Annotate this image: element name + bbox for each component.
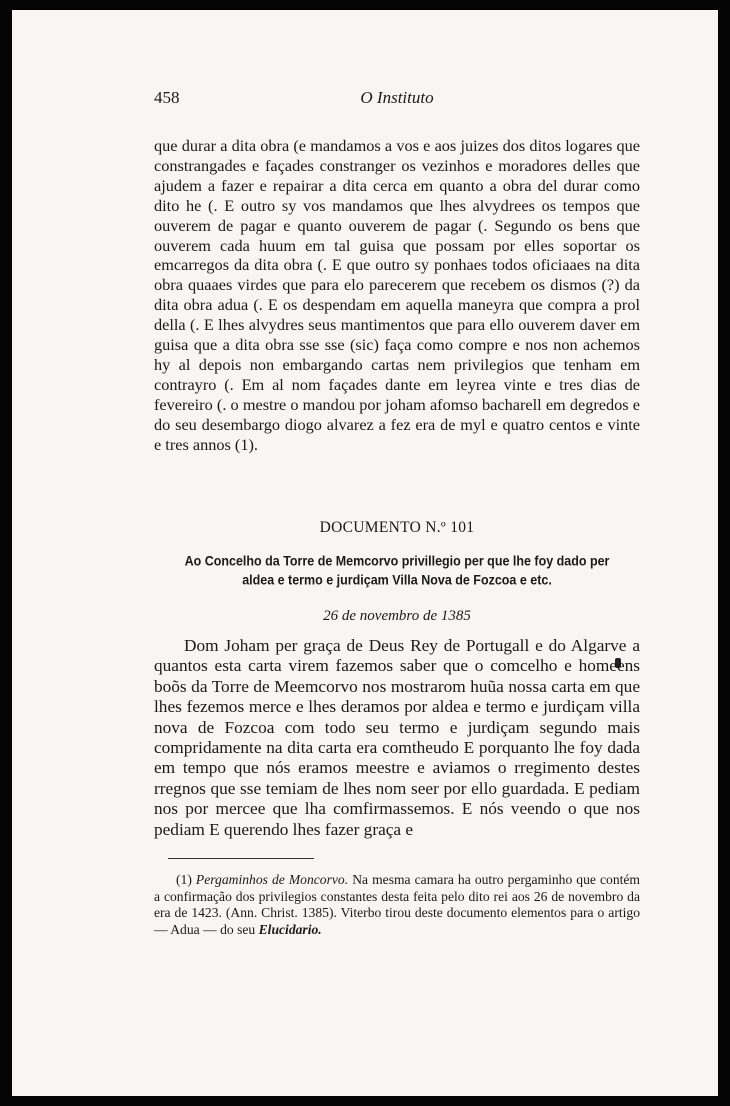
document-body: Dom Joham per graça de Deus Rey de Portugall e do Algarve a quantos esta carta virem fazemos saber que o comcelho e homeens boõs da Torre de Meemcorvo nos mostrarom huũa nossa carta em que lhes fezemos merce e lhes deramos por aldea e termo e jurdiçam villa nova de Fozcoa com todo seu termo e jurdiçam segundo mais compridamente na dita carta era comtheudo E porquanto lhe foy dada em tempo que nós eramos meestre e aviamos o rregimento destes rregnos que sse temiam de lhes nom seer por ello guardada. E pediam nos por mercee que lha comfirmassemos. E nós veendo o que nos pediam E querendo lhes fazer graça e — [154, 636, 640, 839]
book-page — [12, 10, 718, 1096]
continued-text: que durar a dita obra (e mandamos a vos e aos juizes dos ditos logares que constrangades e façades constranger os vezinhos e moradores delles que ajudem a fazer e repairar a dita cerca em quanto a obra del durar como dito he (. E outro sy vos mandamos que lhes alvydrees os tempos que ouverem de pagar e quanto ouverem de pagar (. Segundo os bens que ouverem cada huum em tal guisa que possam por elles soportar os emcarregos da dita obra (. E que outro sy ponhaes todos oficiaaes na dita obra quaaes virdes que para elo parecerem que recebem os dismos (?) da dita obra adua (. E os despendam em aquella maneyra que compra a prol della (. E lhes alvydres seus mantimentos que para ello ouverem daver em guisa que a dita obra sse sse (sic) faça como compre e nos non achemos hy al depois non embargando cartas nem privilegios que tenham em contrayro (. Em al nom façades dante em leyrea vinte e tres dias de fevereiro (. o mestre o mandou por joham afomso bacharell em degredos e do seu desembargo diogo alvarez a fez era de myl e quatro centos e vinte e tres annos (1). — [154, 136, 640, 454]
document-date: 26 de novembro de 1385 — [323, 608, 471, 624]
document-title: Ao Concelho da Torre de Memcorvo privillegio per que lhe foy dado per aldea e termo e jurdiçam Villa Nova de Fozcoa e etc. — [184, 553, 610, 588]
page-header — [154, 88, 640, 112]
footnote-rule — [168, 858, 314, 859]
footnote-text: Na mesma camara ha outro pergaminho que contém a confirmação dos privilegios constantes desta feita pelo dito rei aos 26 de novembro da era de 1423. (Ann. Christ. 1385). Viterbo tirou deste documento elementos para o artigo — Adua — do seu — [154, 872, 640, 937]
page-number: 458 — [154, 88, 180, 107]
footnote-source-title: Pergaminhos de Moncorvo. — [195, 872, 349, 887]
footnote-work-title: Elucidario. — [258, 921, 322, 937]
running-head: O Instituto — [360, 88, 434, 107]
footnote — [154, 872, 640, 938]
footnote-number: (1) — [176, 872, 192, 887]
document-heading: DOCUMENTO N.º 101 — [319, 519, 475, 536]
